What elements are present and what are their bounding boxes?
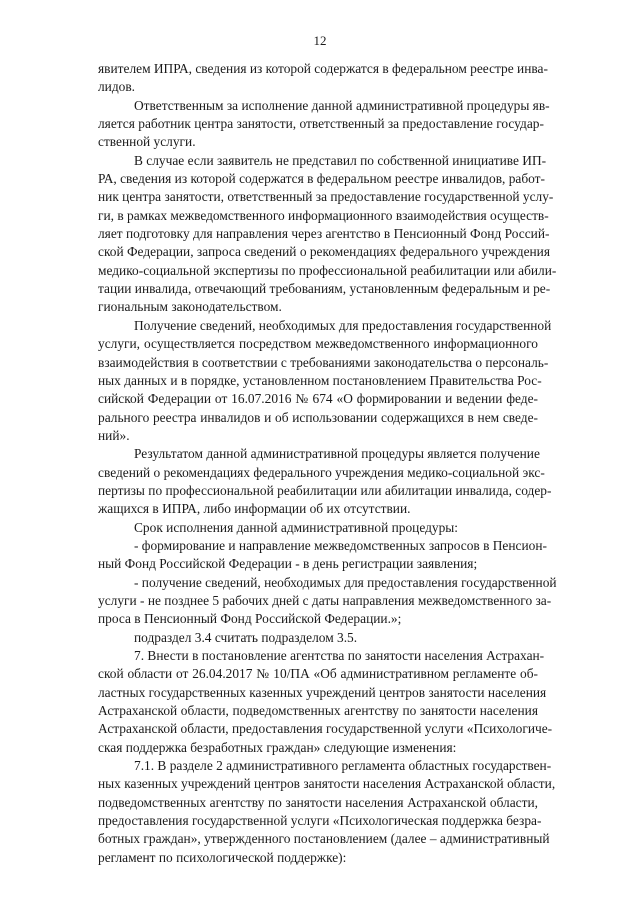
text-line: подраздел 3.4 считать подразделом 3.5. <box>134 629 358 645</box>
paragraph <box>98 97 550 152</box>
text-line: сийской Федерации от 16.07.2016 № 674 «О формировании и ведении феде- <box>98 391 538 407</box>
text-line: ботных граждан», утвержденного постановлением (далее – административный <box>98 831 550 847</box>
text-line: Астраханской области, предоставления государственной услуги «Психологиче- <box>98 721 553 737</box>
paragraph <box>98 317 552 445</box>
text-line: Получение сведений, необходимых для предоставления государственной <box>134 317 552 333</box>
text-line: явителем ИПРА, сведения из которой содержатся в федеральном реестре инва- <box>98 61 548 76</box>
paragraph <box>98 445 552 518</box>
text-line: жащихся в ИПРА, либо информации об их отсутствии. <box>98 501 411 517</box>
text-line: Срок исполнения данной административной процедуры: <box>134 519 459 535</box>
text-line: рального реестра инвалидов и об использовании содержащихся в нем сведе- <box>98 409 538 425</box>
text-line: ний». <box>98 427 130 443</box>
text-line: подведомственных агентству по занятости населения Астраханской области, <box>98 794 538 810</box>
text-line: регламент по психологической поддержке): <box>98 849 347 865</box>
paragraph <box>98 629 538 647</box>
text-line: ственной услуги. <box>98 134 196 150</box>
text-line: - получение сведений, необходимых для предоставления государственной <box>134 574 557 590</box>
paragraph <box>98 574 557 629</box>
text-line: РА, сведения из которой содержатся в федеральном реестре инвалидов, работ- <box>98 171 545 187</box>
text-line: сведений о рекомендациях федерального учреждения медико-социальной экс- <box>98 464 545 480</box>
text-line: медико-социальной экспертизы по профессиональной реабилитации или абили- <box>98 262 557 278</box>
text-line: пертизы по профессиональной реабилитации или абилитации инвалида, содер- <box>98 482 552 498</box>
text-line: Результатом данной административной процедуры является получение <box>134 446 540 462</box>
text-line: услуги, осуществляется посредством межведомственного информационного <box>98 336 538 352</box>
paragraph <box>98 757 556 867</box>
text-line: ги, в рамках межведомственного информационного взаимодействия осуществ- <box>98 207 549 223</box>
document-body <box>98 60 557 867</box>
text-line: ластных государственных казенных учреждений центров занятости населения <box>98 684 547 700</box>
text-line: ляется работник центра занятости, ответственный за предоставление государ- <box>98 116 544 132</box>
text-line: Ответственным за исполнение данной административной процедуры яв- <box>134 97 550 113</box>
paragraph <box>98 60 548 97</box>
text-line: гиональным законодательством. <box>98 299 282 315</box>
paragraph <box>98 519 538 537</box>
text-line: услуги - не позднее 5 рабочих дней с даты направления межведомственного за- <box>98 592 552 608</box>
paragraph <box>98 647 553 757</box>
text-line: 7.1. В разделе 2 административного регламента областных государствен- <box>134 758 552 774</box>
text-line: проса в Пенсионный Фонд Российской Федерации.»; <box>98 611 402 627</box>
text-line: взаимодействия в соответствии с требованиями законодательства о персональ- <box>98 354 549 370</box>
page-number: 12 <box>313 33 327 48</box>
text-line: - формирование и направление межведомственных запросов в Пенсион- <box>134 537 547 553</box>
text-line: В случае если заявитель не представил по собственной инициативе ИП- <box>134 152 547 168</box>
text-line: ской области от 26.04.2017 № 10/ПА «Об административном регламенте об- <box>98 666 538 682</box>
text-line: лидов. <box>98 79 136 95</box>
text-line: ных казенных учреждений центров занятости населения Астраханской области, <box>98 776 556 792</box>
paragraph <box>98 537 547 574</box>
paragraph <box>98 152 557 317</box>
text-line: 7. Внести в постановление агентства по занятости населения Астрахан- <box>134 648 545 663</box>
text-line: предоставления государственной услуги «Психологическая поддержка безра- <box>98 813 542 829</box>
text-line: Астраханской области, подведомственных агентству по занятости населения <box>98 703 538 719</box>
text-line: ская поддержка безработных граждан» следующие изменения: <box>98 739 457 755</box>
text-line: ных данных и в порядке, установленном постановлением Правительства Рос- <box>98 372 542 388</box>
text-line: ник центра занятости, ответственный за предоставление государственной услу- <box>98 189 554 205</box>
text-line: тации инвалида, отвечающий требованиям, установленным федеральным и ре- <box>98 281 551 297</box>
text-line: ской Федерации, запроса сведений о рекомендациях федерального учреждения <box>98 244 551 260</box>
text-line: ный Фонд Российской Федерации - в день регистрации заявления; <box>98 556 478 572</box>
text-line: ляет подготовку для направления через агентство в Пенсионный Фонд Россий- <box>98 226 550 242</box>
